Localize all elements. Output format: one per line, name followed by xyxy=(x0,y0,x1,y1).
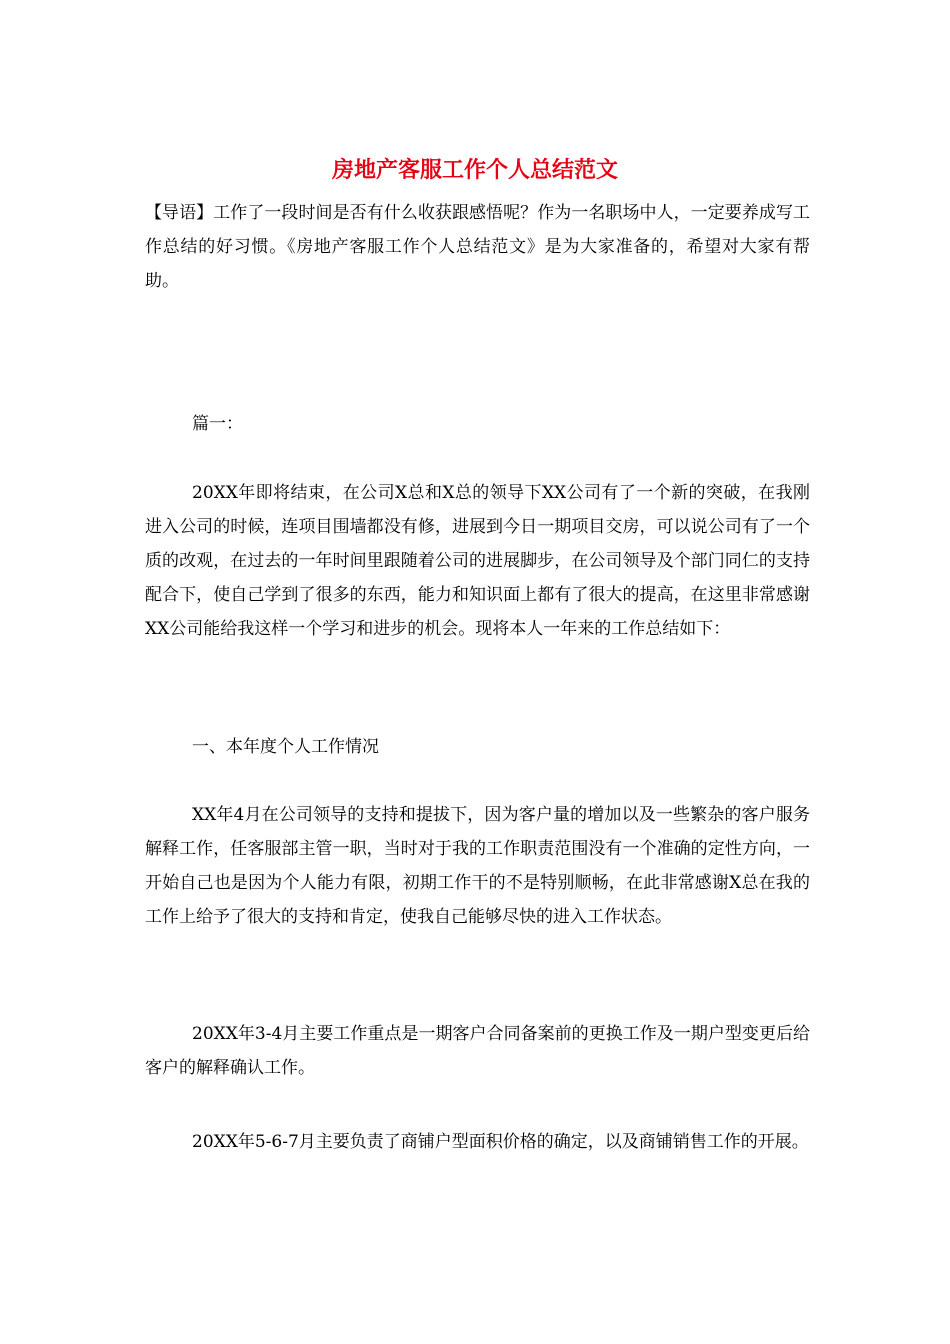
body-paragraph-3: 20XX年3-4月主要工作重点是一期客户合同备案前的更换工作及一期户型变更后给客户的解释确认工作。 xyxy=(145,1024,810,1078)
section-heading-1: 一、本年度个人工作情况 xyxy=(192,737,379,757)
body-paragraph-4: 20XX年5-6-7月主要负责了商铺户型面积价格的确定，以及商铺销售工作的开展。 xyxy=(192,1132,809,1152)
intro-paragraph: 【导语】工作了一段时间是否有什么收获跟感悟呢？作为一名职场中人，一定要养成写工作总结的好习惯。《房地产客服工作个人总结范文》是为大家准备的，希望对大家有帮助。 xyxy=(145,203,810,291)
body-paragraph-1: 20XX年即将结束，在公司X总和X总的领导下XX公司有了一个新的突破，在我刚进入公司的时候，连项目围墙都没有修，进展到今日一期项目交房，可以说公司有了一个质的改观，在过去的一年时间里跟随着公司的进展脚步，在公司领导及个部门同仁的支持配合下，使自己学到了很多的东西，能力和知识面上都有了很大的提高，在这里非常感谢XX公司能给我这样一个学习和进步的机会。现将本人一年来的工作总结如下： xyxy=(145,483,810,639)
document-title: 房地产客服工作个人总结范文 xyxy=(331,157,618,183)
part-label: 篇一： xyxy=(192,414,243,434)
body-paragraph-2: XX年4月在公司领导的支持和提拔下，因为客户量的增加以及一些繁杂的客户服务解释工作，任客服部主管一职，当时对于我的工作职责范围没有一个准确的定性方向，一开始自己也是因为个人能力有限，初期工作干的不是特别顺畅，在此非常感谢X总在我的工作上给予了很大的支持和肯定，使我自己能够尽快的进入工作状态。 xyxy=(145,805,810,927)
